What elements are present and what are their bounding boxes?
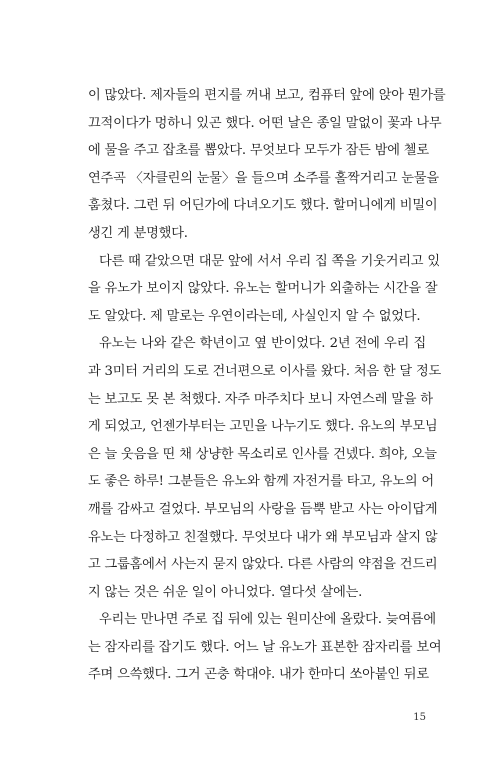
text-line: 우리는 만나면 주로 집 뒤에 있는 원미산에 올랐다. 늦여름에 bbox=[99, 612, 436, 628]
text-line: 연주곡 〈자클린의 눈물〉을 들으며 소주를 홀짝거리고 눈물을 bbox=[88, 170, 439, 186]
text-line: 도 알았다. 제 말로는 우연이라는데, 사실인지 알 수 없었다. bbox=[88, 308, 421, 324]
text-line: 깨를 감싸고 걸었다. 부모님의 사랑을 듬뿍 받고 사는 아이답게 bbox=[88, 501, 438, 517]
text-line: 주며 으쓱했다. 그거 곤충 학대야. 내가 한마디 쏘아붙인 뒤로 bbox=[88, 667, 429, 683]
text-line: 는 잠자리를 잡기도 했다. 어느 날 유노가 표본한 잠자리를 보여 bbox=[88, 639, 442, 655]
text-line: 이 많았다. 제자들의 편지를 꺼내 보고, 컴퓨터 앞에 앉아 뭔가를 bbox=[88, 88, 446, 103]
text-line: 고 그룹홈에서 사는지 묻지 않았다. 다른 사람의 약점을 건드리 bbox=[88, 557, 438, 573]
text-line: 도 좋은 하루! 그분들은 유노와 함께 자전거를 타고, 유노의 어 bbox=[88, 474, 434, 490]
text-line: 에 물을 주고 잡초를 뽑았다. 무엇보다 모두가 잠든 밤에 첼로 bbox=[88, 143, 429, 159]
text-line: 지 않는 것은 쉬운 일이 아니었다. 열다섯 살에는. bbox=[88, 584, 363, 600]
text-line: 을 유노가 보이지 않았다. 유노는 할머니가 외출하는 시간을 잘 bbox=[88, 281, 438, 297]
page-number: 15 bbox=[413, 712, 426, 723]
text-line: 끄적이다가 멍하니 있곤 했다. 어떤 날은 종일 말없이 꽃과 나무 bbox=[88, 115, 442, 131]
text-line: 게 되었고, 언젠가부터는 고민을 나누기도 했다. 유노의 부모님 bbox=[88, 419, 438, 435]
text-line: 다른 때 같았으면 대문 앞에 서서 우리 집 쪽을 기웃거리고 있 bbox=[99, 253, 440, 269]
page-body bbox=[88, 82, 446, 689]
text-line: 훔쳤다. 그런 뒤 어딘가에 다녀오기도 했다. 할머니에게 비밀이 bbox=[88, 198, 438, 214]
text-line: 과 3미터 거리의 도로 건너편으로 이사를 왔다. 처음 한 달 정도 bbox=[88, 363, 442, 379]
text-line: 유노는 나와 같은 학년이고 옆 반이었다. 2년 전에 우리 집 bbox=[99, 336, 426, 352]
text-line: 생긴 게 분명했다. bbox=[88, 225, 188, 241]
text-line: 는 보고도 못 본 척했다. 자주 마주치다 보니 자연스레 말을 하 bbox=[88, 391, 433, 407]
text-line: 유노는 다정하고 친절했다. 무엇보다 내가 왜 부모님과 살지 않 bbox=[88, 529, 438, 545]
text-line: 은 늘 웃음을 띤 채 상냥한 목소리로 인사를 건넸다. 희야, 오늘 bbox=[88, 446, 437, 462]
